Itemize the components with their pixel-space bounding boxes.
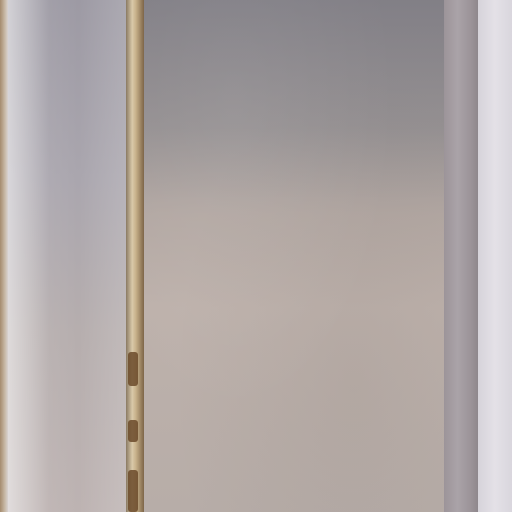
- left-glass-pane: [8, 0, 126, 512]
- panel-shadow: [144, 0, 444, 200]
- rust-spot: [128, 420, 138, 442]
- rust-spot: [128, 352, 138, 386]
- left-edge-frame: [0, 0, 8, 512]
- right-frame-post: [444, 0, 478, 512]
- right-edge-wall: [478, 0, 512, 512]
- rust-spot: [128, 470, 138, 512]
